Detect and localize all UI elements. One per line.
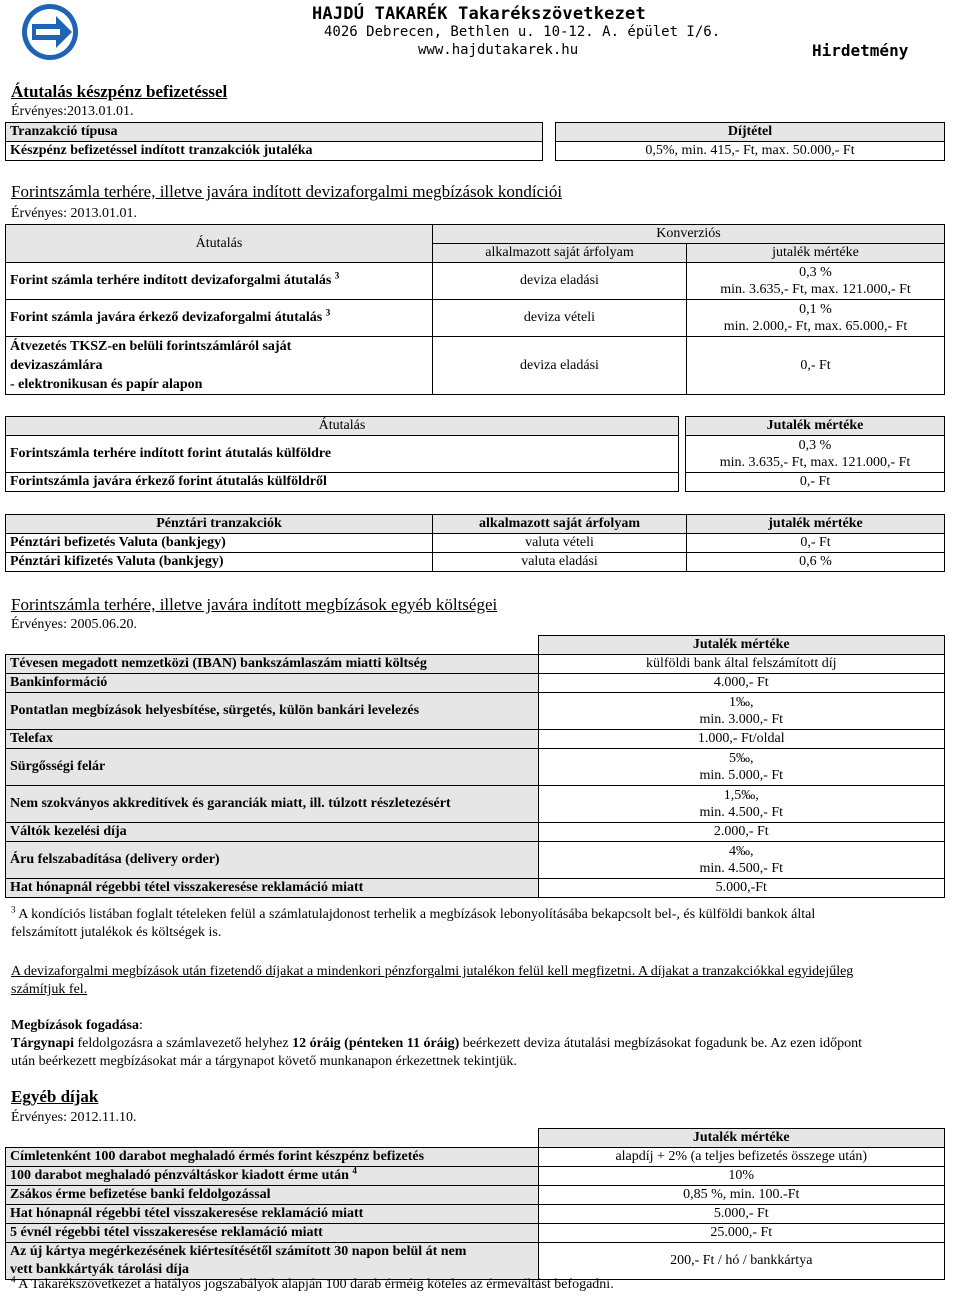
table-row: Sürgősségi felár 5‰, min. 5.000,- Ft — [6, 749, 945, 786]
head-conversion: Konverziós — [433, 225, 945, 244]
table-row: Forint számla terhére indított devizaforgalmi átutalás $^3$ deviza eladási 0,3 % min. 3.635,- Ft, max. 121.000,- Ft — [6, 263, 945, 300]
row-label: Készpénz befizetéssel indított tranzakciók jutaléka — [6, 142, 543, 161]
hajdu-takarek-logo-icon — [20, 2, 80, 62]
table-row: Forintszámla terhére indított forint átutalás külföldre 0,3 % min. 3.635,- Ft, max. 121.000,- Ft — [6, 436, 945, 473]
forint-foreign-transfer-table — [5, 416, 945, 492]
section3-title: Forintszámla terhére, illetve javára indított megbízások egyéb költségei — [11, 595, 498, 614]
table-row: Hat hónapnál régebbi tétel visszakeresése reklamáció miatt 5.000,-Ft — [6, 879, 945, 898]
fx-conversion-table — [5, 224, 945, 395]
table-row: Telefax 1.000,- Ft/oldal — [6, 730, 945, 749]
section2-title: Forintszámla terhére, illetve javára indított devizaforgalmi megbízások kondíciói — [11, 182, 563, 201]
head-transfer: Átutalás — [6, 225, 433, 263]
table-row: Forintszámla javára érkező forint átutalás külföldről 0,- Ft — [6, 473, 945, 492]
cash-transfer-table — [5, 122, 945, 161]
table-row: Zsákos érme befizetése banki feldolgozással 0,85 %, min. 100.-Ft — [6, 1186, 945, 1205]
other-fees-table — [5, 1128, 945, 1280]
company-website[interactable]: www.hajdutakarek.hu — [418, 42, 579, 58]
section1-valid: Érvényes:2013.01.01. — [11, 104, 134, 119]
table-row: Címletenként 100 darabot meghaladó érmés forint készpénz befizetés alapdíj + 2% (a teljes befizetés összege után) — [6, 1148, 945, 1167]
company-address: 4026 Debrecen, Bethlen u. 10-12. A. épület I/6. — [324, 24, 721, 40]
head-transfer-2: Átutalás — [6, 417, 679, 436]
page-header — [0, 0, 960, 66]
head-fee-4: Jutalék mértéke — [538, 1129, 945, 1148]
section4-valid: Érvényes: 2012.11.10. — [11, 1110, 137, 1125]
table-row: Hat hónapnál régebbi tétel visszakeresése reklamáció miatt 5.000,- Ft — [6, 1205, 945, 1224]
table-row: Váltók kezelési díja 2.000,- Ft — [6, 823, 945, 842]
table-row: Bankinformáció 4.000,- Ft — [6, 674, 945, 693]
document-type: Hirdetmény — [812, 41, 909, 60]
order-acceptance: Megbízások fogadása: Tárgynapi feldolgozásra a számlavezető helyhez 12 óráig (pénteken 11 óráig) beérkezett deviza átutalási megbízásokat fogadunk be. Az ezen időpont után beérkezett megbízásokat már a tárgynapot követő munkanapon érkezettnek tekintjük. — [11, 1018, 863, 1069]
table-row: Tévesen megadott nemzetközi (IBAN) bankszámlaszám miatti költség külföldi bank által felszámított díj — [6, 655, 945, 674]
table-row: 100 darabot meghaladó pénzváltáskor kiadott érme után $^4$ 10% — [6, 1167, 945, 1186]
row-value: 0,5%, min. 415,- Ft, max. 50.000,- Ft — [556, 142, 945, 161]
fx-fee-note: A devizaforgalmi megbízások után fizetendő díjakat a mindenkori pénzforgalmi jutalékon felül kell megfizetni. A díjakat a tranzakciókkal egyidejűleg számítjuk fel. — [11, 964, 854, 997]
company-name: HAJDÚ TAKARÉK Takarékszövetkezet — [312, 4, 646, 24]
section4-title: Egyéb díjak — [11, 1087, 99, 1106]
table-row: Forint számla javára érkező devizaforgalmi átutalás $^3$ deviza vételi 0,1 % min. 2.000,- Ft, max. 65.000,- Ft — [6, 300, 945, 337]
section1-title: Átutalás készpénz befizetéssel — [11, 82, 228, 101]
cash-desk-table: Pénztári tranzakciók alkalmazott saját árfolyam jutalék mértéke Pénztári befizetés Valuta (bankjegy) valuta vételi 0,- Ft Pénztári kifizetés Valuta (bankjegy) valuta eladási 0,6 % — [5, 514, 945, 572]
table-row: Átvezetés TKSZ-en belüli forintszámláról saját devizaszámlára - elektronikusan és papír alapon deviza eladási 0,- Ft — [6, 337, 945, 395]
footnote-4: $^4$ A Takarékszövetkezet a hatályos jogszabályok alapján 100 darab érméig köteles az érmeváltást befogadni. — [11, 1274, 614, 1292]
table-row: Pénztári kifizetés Valuta (bankjegy) valuta eladási 0,6 % — [6, 553, 945, 572]
table-row: Áru felszabadítása (delivery order) 4‰, min. 4.500,- Ft — [6, 842, 945, 879]
head-fee-2: Jutalék mértéke — [686, 417, 945, 436]
section3-valid: Érvényes: 2005.06.20. — [11, 617, 137, 632]
table-row: Nem szokványos akkreditívek és garanciák miatt, ill. túlzott részletezésért 1,5‰, min. 4.500,- Ft — [6, 786, 945, 823]
footnote-3: $^3$ A kondíciós listában foglalt tételeken felül a számlatulajdonost terhelik a megbízások lebonyolításába bekapcsolt bel-, és külföldi bankok által felszámított jutalékok és költségek is. — [11, 904, 816, 940]
section2-valid: Érvényes: 2013.01.01. — [11, 206, 137, 221]
head-rate: alkalmazott saját árfolyam — [433, 244, 687, 263]
col-fee: Díjtétel — [556, 123, 945, 142]
table-row: Pontatlan megbízások helyesbítése, sürgetés, külön bankári levelezés 1‰, min. 3.000,- Ft — [6, 693, 945, 730]
head-fee: jutalék mértéke — [687, 244, 945, 263]
table-row: Az új kártya megérkezésének kiértesítésétől számított 30 napon belül át nem vett bankkártyák tárolási díja 200,- Ft / hó / bankkártya — [6, 1243, 945, 1280]
head-fee-3: Jutalék mértéke — [538, 636, 945, 655]
col-transaction-type: Tranzakció típusa — [6, 123, 543, 142]
table-row: 5 évnél régebbi tétel visszakeresése reklamáció miatt 25.000,- Ft — [6, 1224, 945, 1243]
other-costs-table — [5, 635, 945, 898]
table-row: Pénztári befizetés Valuta (bankjegy) valuta vételi 0,- Ft — [6, 534, 945, 553]
